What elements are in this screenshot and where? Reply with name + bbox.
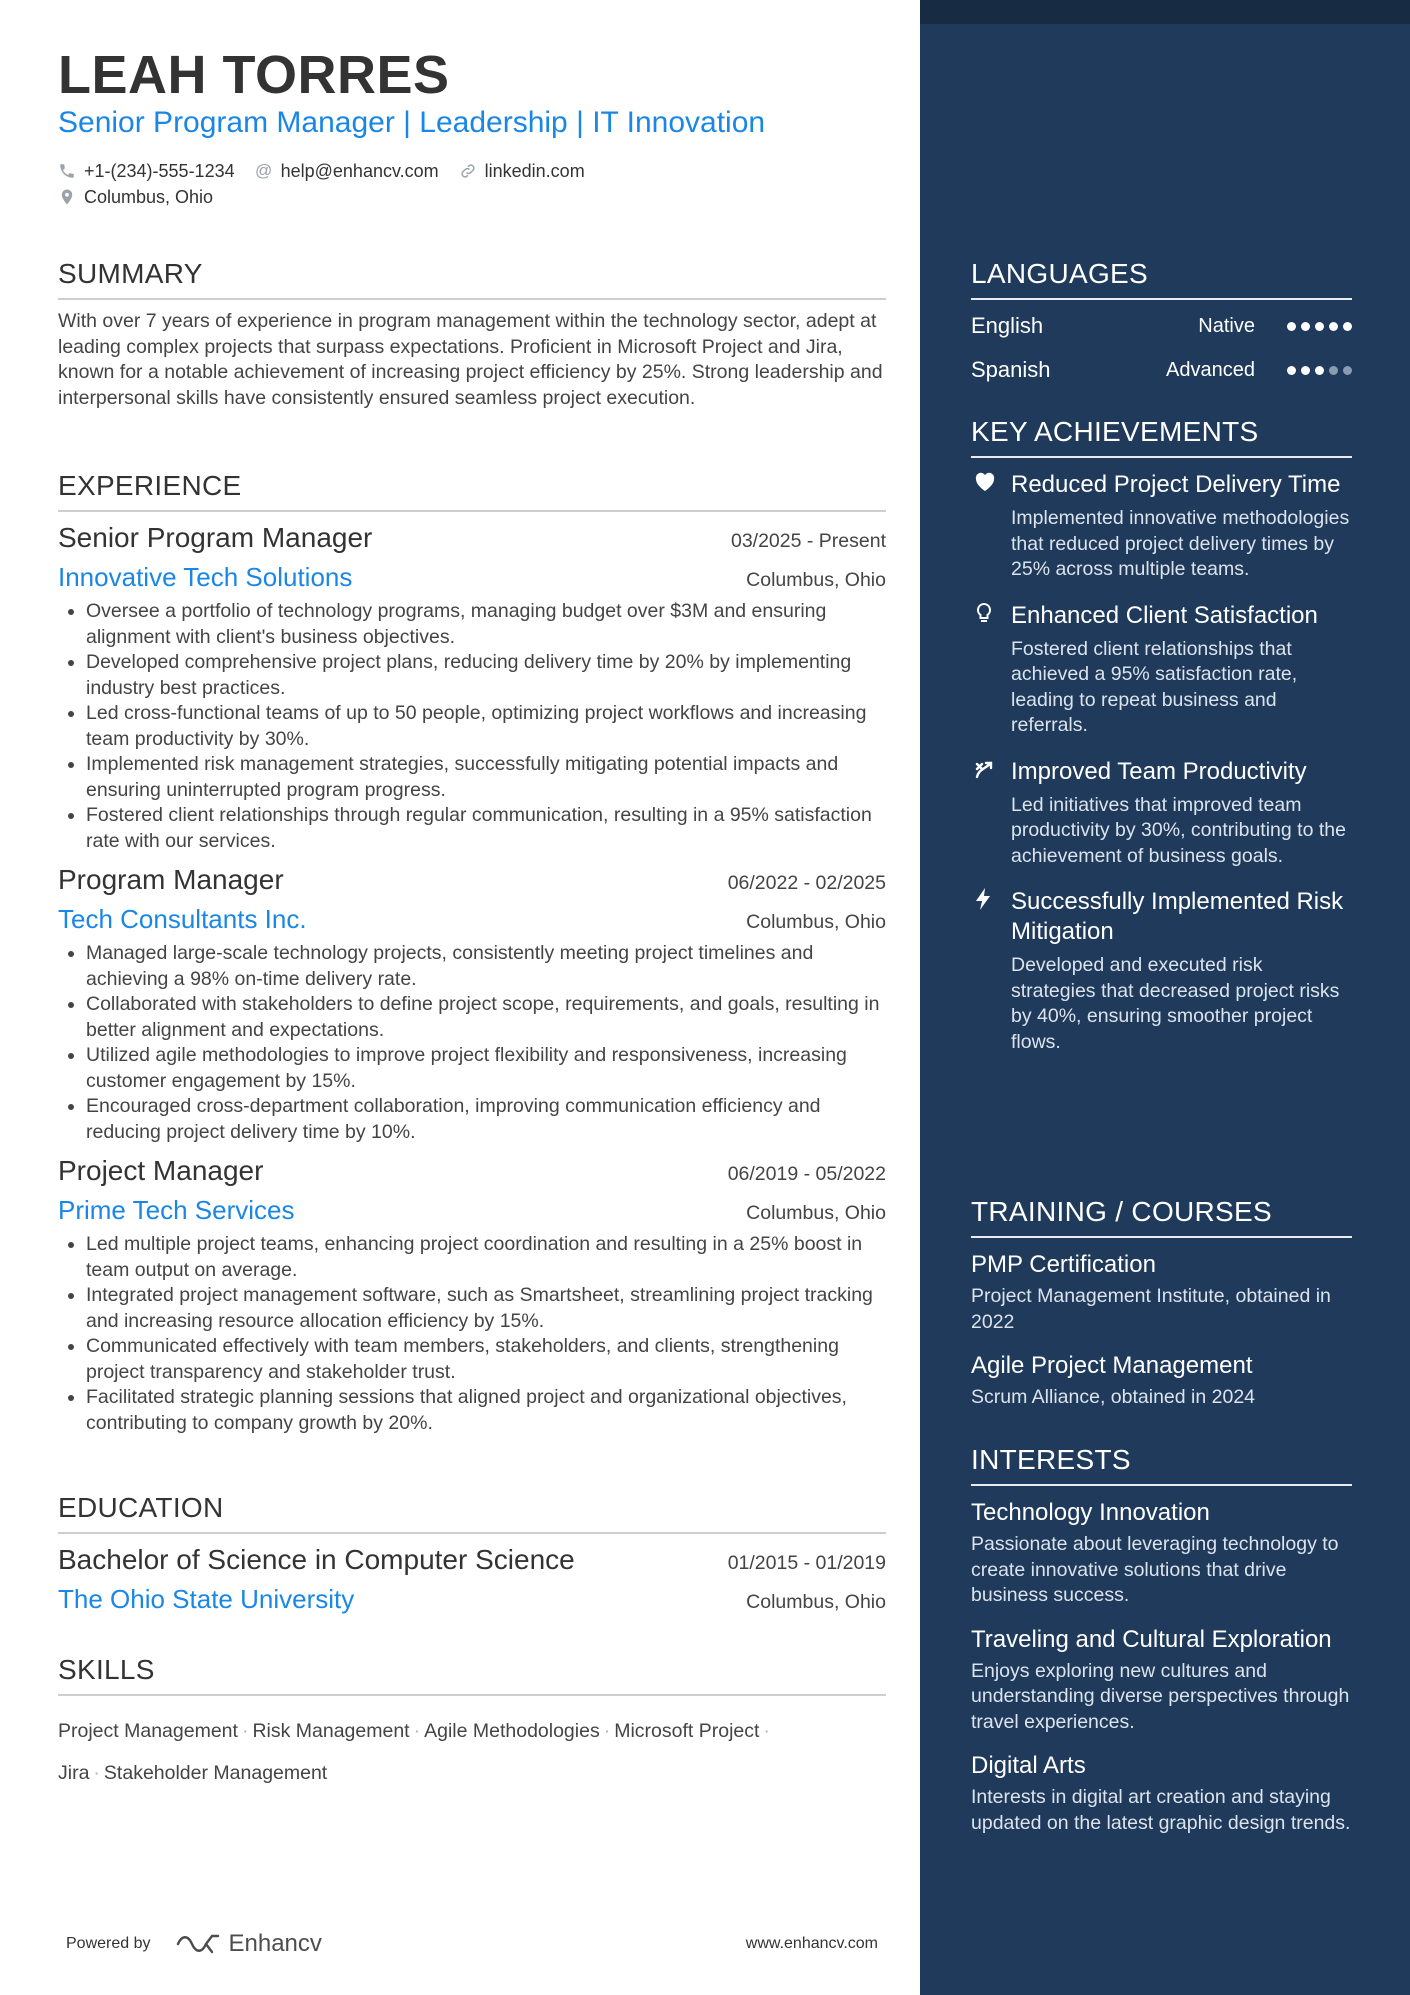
achievement-title: Improved Team Productivity <box>1011 757 1307 785</box>
bullet-item: • Communicated effectively with team members, stakeholders, and clients, strengthening project transparency and stakeholder trust. <box>86 1334 886 1385</box>
job-title: Project Manager <box>58 1155 264 1186</box>
language-name: Spanish <box>971 357 1051 382</box>
job-bullets <box>58 1232 886 1436</box>
proficiency-dot-empty <box>1343 366 1352 375</box>
linkedin-text: linkedin.com <box>484 160 585 181</box>
phone-icon <box>58 162 76 180</box>
skill-item: Stakeholder Management <box>103 1762 328 1784</box>
proficiency-dots <box>1287 322 1352 331</box>
interest-desc: Interests in digital art creation and staying updated on the latest graphic design trends. <box>971 1786 1351 1834</box>
interest-item <box>971 1625 1352 1736</box>
language-item <box>971 304 1352 348</box>
phone-contact[interactable] <box>58 161 235 182</box>
achievement-item <box>971 887 1352 1055</box>
skill-separator: · <box>413 1720 421 1742</box>
language-name: English <box>971 313 1044 338</box>
section-divider <box>971 456 1352 458</box>
section-divider <box>971 1236 1352 1238</box>
job-entry <box>58 864 886 1145</box>
skills-title: SKILLS <box>58 1654 155 1685</box>
skill-separator: · <box>93 1762 100 1784</box>
proficiency-dot-filled <box>1301 322 1310 331</box>
achievement-desc: Implemented innovative methodologies that reduced project delivery times by 25% across multiple teams. <box>1011 507 1350 580</box>
education-dates: 01/2015 - 01/2019 <box>727 1552 886 1574</box>
job-dates: 06/2022 - 02/2025 <box>727 872 886 894</box>
language-level: Native <box>1198 314 1255 337</box>
summary-title: SUMMARY <box>58 258 203 289</box>
interests-title: INTERESTS <box>971 1444 1131 1475</box>
job-company: Tech Consultants Inc. <box>58 904 307 934</box>
interest-name: Digital Arts <box>971 1752 1086 1779</box>
linkedin-contact[interactable] <box>459 161 585 182</box>
skill-separator: · <box>603 1720 611 1742</box>
skill-item: Jira <box>58 1762 90 1784</box>
training-section <box>971 1196 1352 1411</box>
footer <box>66 1930 878 1958</box>
location-text: Columbus, Ohio <box>84 186 214 207</box>
job-company: Prime Tech Services <box>58 1195 295 1225</box>
section-divider <box>58 510 886 512</box>
strategy-arrow-icon <box>971 757 1011 870</box>
proficiency-dot-filled <box>1301 366 1310 375</box>
proficiency-dot-filled <box>1315 366 1324 375</box>
education-section <box>58 1492 886 1615</box>
location-contact <box>58 187 213 208</box>
interests-section <box>971 1444 1352 1836</box>
powered-by-text: Powered by <box>66 1935 151 1952</box>
bullet-item: • Encouraged cross-department collaboration, improving communication efficiency and reducing project delivery time by 10%. <box>86 1094 886 1145</box>
experience-title: EXPERIENCE <box>58 470 242 501</box>
interest-desc: Passionate about leveraging technology to create innovative solutions that drive business success. <box>971 1533 1339 1606</box>
bullet-item: • Utilized agile methodologies to improve project flexibility and responsiveness, increasing customer engagement by 15%. <box>86 1043 886 1094</box>
languages-section <box>971 258 1352 392</box>
school-name: The Ohio State University <box>58 1584 355 1614</box>
skill-item: Microsoft Project <box>614 1720 760 1742</box>
job-dates: 06/2019 - 05/2022 <box>727 1163 886 1185</box>
interest-item <box>971 1751 1352 1836</box>
skill-item: Project Management <box>58 1720 238 1742</box>
skill-item: Risk Management <box>252 1720 410 1742</box>
training-desc: Project Management Institute, obtained in 2022 <box>971 1285 1331 1333</box>
interest-name: Traveling and Cultural Exploration <box>971 1625 1332 1653</box>
skill-separator: · <box>241 1720 249 1742</box>
bullet-item: • Developed comprehensive project plans, reducing delivery time by 20% by implementing industry best practices. <box>86 650 886 701</box>
job-title: Program Manager <box>58 864 284 895</box>
achievement-title: Enhanced Client Satisfaction <box>1011 601 1318 629</box>
achievement-desc: Developed and executed risk strategies that decreased project risks by 40%, ensuring smoother project flows. <box>1011 954 1340 1053</box>
achievement-title: Successfully Implemented Risk Mitigation <box>1011 888 1344 945</box>
job-entry <box>58 1155 886 1436</box>
education-title: EDUCATION <box>58 1492 224 1523</box>
proficiency-dot-filled <box>1343 322 1352 331</box>
sidebar-top-strip <box>920 0 1410 24</box>
job-location: Columbus, Ohio <box>746 1202 886 1224</box>
job-location: Columbus, Ohio <box>746 911 886 933</box>
link-icon <box>459 162 477 180</box>
summary-section <box>58 258 886 411</box>
candidate-name: LEAH TORRES <box>58 45 450 105</box>
key-achievements-section <box>971 416 1352 1055</box>
sidebar <box>920 0 1410 1995</box>
bullet-item: • Led cross-functional teams of up to 50 people, optimizing project workflows and increasing team productivity by 30%. <box>86 701 886 752</box>
section-divider <box>58 298 886 300</box>
bullet-item: • Led multiple project teams, enhancing project coordination and resulting in a 25% boost in team output on average. <box>86 1232 886 1283</box>
achievement-item <box>971 601 1352 739</box>
lightning-bolt-icon <box>971 887 1011 1055</box>
skill-item: Agile Methodologies <box>424 1720 600 1742</box>
skill-separator: · <box>763 1720 770 1742</box>
heart-icon <box>971 470 1011 583</box>
interest-item <box>971 1498 1352 1609</box>
enhancv-logo[interactable] <box>175 1930 322 1958</box>
proficiency-dot-empty <box>1329 366 1338 375</box>
email-text: help@enhancv.com <box>280 160 439 181</box>
proficiency-dot-filled <box>1287 366 1296 375</box>
section-divider <box>971 1484 1352 1486</box>
achievements-title: KEY ACHIEVEMENTS <box>971 416 1259 447</box>
bullet-item: • Collaborated with stakeholders to define project scope, requirements, and goals, resulting in better alignment and expectations. <box>86 992 886 1043</box>
job-bullets <box>58 599 886 854</box>
bullet-item: • Facilitated strategic planning sessions that aligned project and organizational objectives, contributing to company growth by 20%. <box>86 1385 886 1436</box>
training-title: TRAINING / COURSES <box>971 1196 1272 1227</box>
bullet-item: • Fostered client relationships through regular communication, resulting in a 95% satisfaction rate with our services. <box>86 803 886 854</box>
degree: Bachelor of Science in Computer Science <box>58 1544 575 1575</box>
interest-desc: Enjoys exploring new cultures and understanding diverse perspectives through travel experiences. <box>971 1659 1350 1733</box>
bullet-item: • Implemented risk management strategies, successfully mitigating potential impacts and ensuring uninterrupted program progress. <box>86 752 886 803</box>
language-item <box>971 348 1352 392</box>
training-desc: Scrum Alliance, obtained in 2024 <box>971 1386 1256 1408</box>
section-divider <box>58 1532 886 1534</box>
skills-list <box>58 1710 886 1794</box>
achievement-title: Reduced Project Delivery Time <box>1011 471 1341 498</box>
job-title: Senior Program Manager <box>58 522 373 553</box>
section-divider <box>971 298 1352 300</box>
contact-info <box>58 158 886 210</box>
achievement-item <box>971 757 1352 870</box>
training-item <box>971 1250 1352 1335</box>
bullet-item: • Integrated project management software, such as Smartsheet, streamlining project tracking and increasing resource allocation efficiency by 15%. <box>86 1283 886 1334</box>
lightbulb-icon <box>971 601 1011 739</box>
headline: Senior Program Manager | Leadership | IT Innovation <box>58 106 766 139</box>
interest-name: Technology Innovation <box>971 1499 1210 1526</box>
enhancv-brand-text: Enhancv <box>228 1930 322 1957</box>
bullet-item: • Managed large-scale technology projects, consistently meeting project timelines and achieving a 98% on-time delivery rate. <box>86 941 886 992</box>
job-company: Innovative Tech Solutions <box>58 562 353 592</box>
training-item <box>971 1351 1352 1411</box>
map-pin-icon <box>58 188 76 206</box>
proficiency-dot-filled <box>1315 322 1324 331</box>
job-bullets <box>58 941 886 1145</box>
language-level: Advanced <box>1166 358 1255 381</box>
languages-title: LANGUAGES <box>971 258 1148 289</box>
proficiency-dot-filled <box>1287 322 1296 331</box>
skills-section <box>58 1654 886 1794</box>
footer-url[interactable]: www.enhancv.com <box>745 1935 878 1952</box>
achievement-item <box>971 470 1352 583</box>
proficiency-dots <box>1287 366 1352 375</box>
achievement-desc: Fostered client relationships that achieved a 95% satisfaction rate, leading to repeat business and referrals. <box>1011 637 1298 736</box>
achievement-desc: Led initiatives that improved team productivity by 30%, contributing to the achievement of business goals. <box>1011 793 1346 867</box>
main-column <box>58 0 886 1995</box>
job-entry <box>58 522 886 854</box>
education-entry <box>58 1544 886 1615</box>
at-sign-icon: @ <box>254 161 273 180</box>
summary-text: With over 7 years of experience in program management within the technology sector, adept at leading complex projects that surpass expectations. Proficient in Microsoft Project and Jira, known for a notable achievement of increasing project efficiency by 25%. Strong leadership and interpersonal skills have consistently ensured seamless project execution. <box>58 310 883 409</box>
enhancv-logo-icon <box>175 1932 221 1956</box>
education-location: Columbus, Ohio <box>746 1591 886 1613</box>
training-name: PMP Certification <box>971 1251 1156 1278</box>
section-divider <box>58 1694 886 1696</box>
job-location: Columbus, Ohio <box>746 569 886 591</box>
job-dates: 03/2025 - Present <box>730 530 886 552</box>
email-contact[interactable] <box>255 161 439 182</box>
training-name: Agile Project Management <box>971 1352 1253 1379</box>
proficiency-dot-filled <box>1329 322 1338 331</box>
bullet-item: • Oversee a portfolio of technology programs, managing budget over $3M and ensuring alignment with client's business objectives. <box>86 599 886 650</box>
experience-section <box>58 470 886 1436</box>
phone-text: +1-(234)-555-1234 <box>84 160 235 181</box>
